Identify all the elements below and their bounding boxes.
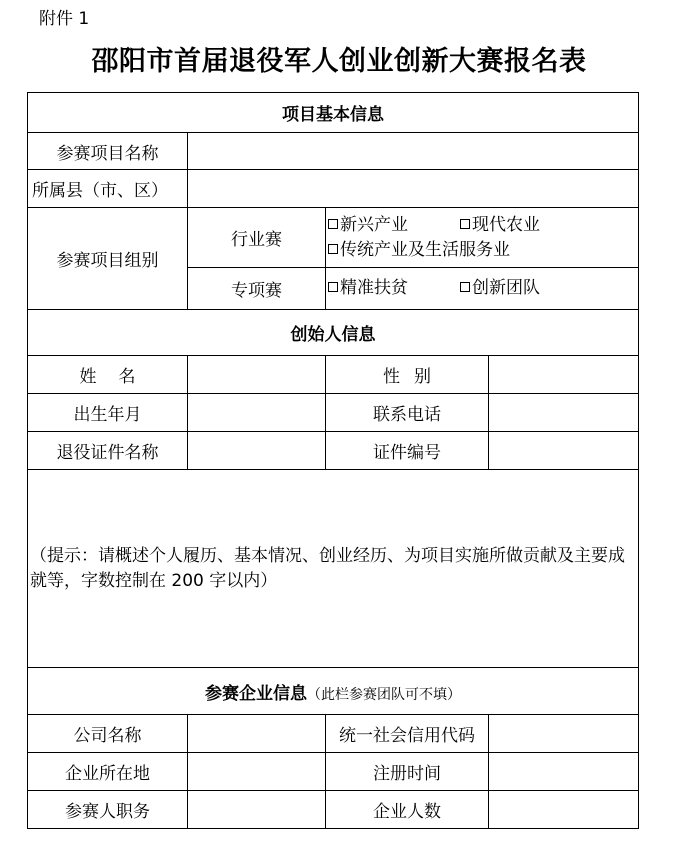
registration-form-table: [27, 92, 639, 829]
option-innovation-team[interactable]: [460, 276, 540, 301]
option-label: 现代农业: [472, 214, 540, 235]
birth-date-field[interactable]: [188, 394, 326, 432]
staff-count-label: 企业人数: [326, 791, 489, 829]
checkbox-icon[interactable]: [328, 282, 338, 292]
founder-name-field[interactable]: [188, 356, 326, 394]
founder-name-label: 姓名: [28, 356, 188, 394]
special-options: [326, 268, 639, 310]
special-competition-label: 专项赛: [188, 268, 326, 310]
option-label: 新兴产业: [340, 214, 408, 235]
veteran-certificate-label: 退役证件名称: [28, 432, 188, 470]
industry-competition-label: 行业赛: [188, 208, 326, 268]
option-emerging-industry[interactable]: [328, 213, 460, 238]
county-field[interactable]: [188, 170, 639, 208]
company-location-label: 企业所在地: [28, 753, 188, 791]
company-name-field[interactable]: [188, 715, 326, 753]
resume-hint-text: （提示：请概述个人履历、基本情况、创业经历、为项目实施所做贡献及主要成就等，字数控制在 200 字以内）: [30, 545, 625, 591]
option-traditional-service-industry[interactable]: [328, 238, 510, 263]
option-label: 传统产业及生活服务业: [340, 239, 510, 260]
founder-resume-field[interactable]: [28, 470, 639, 668]
project-section-header: 项目基本信息: [28, 93, 639, 133]
project-name-label: 参赛项目名称: [28, 133, 188, 170]
project-group-label: 参赛项目组别: [28, 208, 188, 310]
checkbox-icon[interactable]: [328, 219, 338, 229]
checkbox-icon[interactable]: [460, 219, 470, 229]
company-name-label: 公司名称: [28, 715, 188, 753]
option-label: 创新团队: [472, 278, 540, 298]
staff-count-field[interactable]: [489, 791, 639, 829]
company-section-note: （此栏参赛团队可不填）: [307, 686, 461, 703]
participant-position-label: 参赛人职务: [28, 791, 188, 829]
option-label: 精准扶贫: [340, 278, 408, 298]
certificate-number-field[interactable]: [489, 432, 639, 470]
certificate-number-label: 证件编号: [326, 432, 489, 470]
credit-code-field[interactable]: [489, 715, 639, 753]
option-modern-agriculture[interactable]: [460, 213, 540, 238]
checkbox-icon[interactable]: [460, 282, 470, 292]
founder-gender-label: 性别: [326, 356, 489, 394]
birth-date-label: 出生年月: [28, 394, 188, 432]
county-label: 所属县（市、区）: [28, 170, 188, 208]
project-name-field[interactable]: [188, 133, 639, 170]
founder-gender-field[interactable]: [489, 356, 639, 394]
phone-label: 联系电话: [326, 394, 489, 432]
attachment-label: 附件 1: [39, 9, 90, 29]
veteran-certificate-field[interactable]: [188, 432, 326, 470]
option-poverty-alleviation[interactable]: [328, 276, 460, 301]
registration-time-field[interactable]: [489, 753, 639, 791]
company-section-header: [28, 668, 639, 715]
phone-field[interactable]: [489, 394, 639, 432]
credit-code-label: 统一社会信用代码: [326, 715, 489, 753]
company-section-title: 参赛企业信息: [205, 683, 307, 704]
document-title: 邵阳市首届退役军人创业创新大赛报名表: [91, 46, 587, 77]
registration-time-label: 注册时间: [326, 753, 489, 791]
company-location-field[interactable]: [188, 753, 326, 791]
checkbox-icon[interactable]: [328, 244, 338, 254]
participant-position-field[interactable]: [188, 791, 326, 829]
industry-options: [326, 208, 639, 268]
founder-section-header: 创始人信息: [28, 310, 639, 356]
